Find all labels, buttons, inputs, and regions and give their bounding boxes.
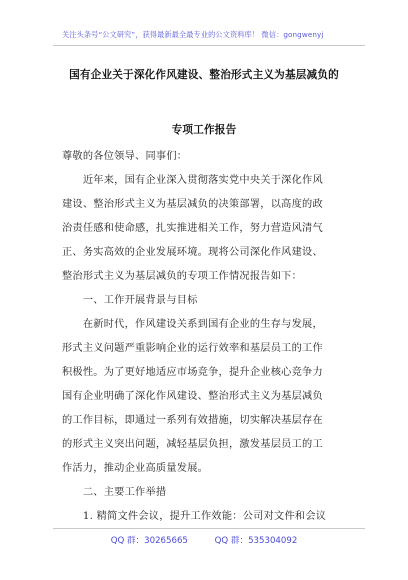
section-heading: 二、主要工作举措 [62, 487, 167, 498]
footer [0, 534, 408, 546]
paragraph-line: 正、务实高效的企业发展环境。现将公司深化作风建设、 [62, 247, 323, 258]
paragraph-line: 1. 精简文件会议，提升工作效能：公司对文件和会议 [62, 511, 327, 522]
paragraph-line: 作活力，推动企业高质量发展。 [62, 463, 209, 474]
paragraph-line: 的工作目标，即通过一系列有效措施，切实解决基层存在 [62, 415, 323, 426]
paragraph-line: 近年来，国有企业深入贯彻落实党中央关于深化作风 [62, 175, 323, 186]
section-heading: 一、工作开展背景与目标 [62, 295, 198, 306]
header-banner: 关注头条号“公文研究”，获得最新最全最专业的公文资料库！ 微信：gongwenyj [62, 30, 324, 39]
footer-divider [53, 528, 365, 529]
report-title-line-2: 专项工作报告 [171, 124, 237, 136]
paragraph-line: 形式主义问题严重影响企业的运行效率和基层员工的工作 [62, 343, 323, 354]
paragraph-line: 积极性。为了更好地适应市场竞争，提升企业核心竞争力 [62, 367, 323, 378]
salutation: 尊敬的各位领导、同事们： [62, 151, 188, 162]
paragraph-line: 建设、整治形式主义为基层减负的决策部署，以高度的政 [62, 199, 323, 210]
paragraph-line: 在新时代，作风建设关系到国有企业的生存与发展， [62, 319, 323, 330]
paragraph-line: 的形式主义突出问题，减轻基层负担，激发基层员工的工 [62, 439, 323, 450]
paragraph-line: 治责任感和使命感，扎实推进相关工作，努力营造风清气 [62, 223, 323, 234]
footer-qq-group-1: QQ 群：30265665 [110, 536, 188, 546]
footer-qq-group-2: QQ 群：535304092 [214, 536, 298, 546]
paragraph-line: 国有企业明确了深化作风建设、整治形式主义为基层减负 [62, 391, 323, 402]
header-divider [53, 45, 365, 46]
report-title-line-1: 国有企业关于深化作风建设、整治形式主义为基层减负的 [69, 69, 339, 81]
paragraph-line: 整治形式主义为基层减负的专项工作情况报告如下： [62, 271, 303, 282]
